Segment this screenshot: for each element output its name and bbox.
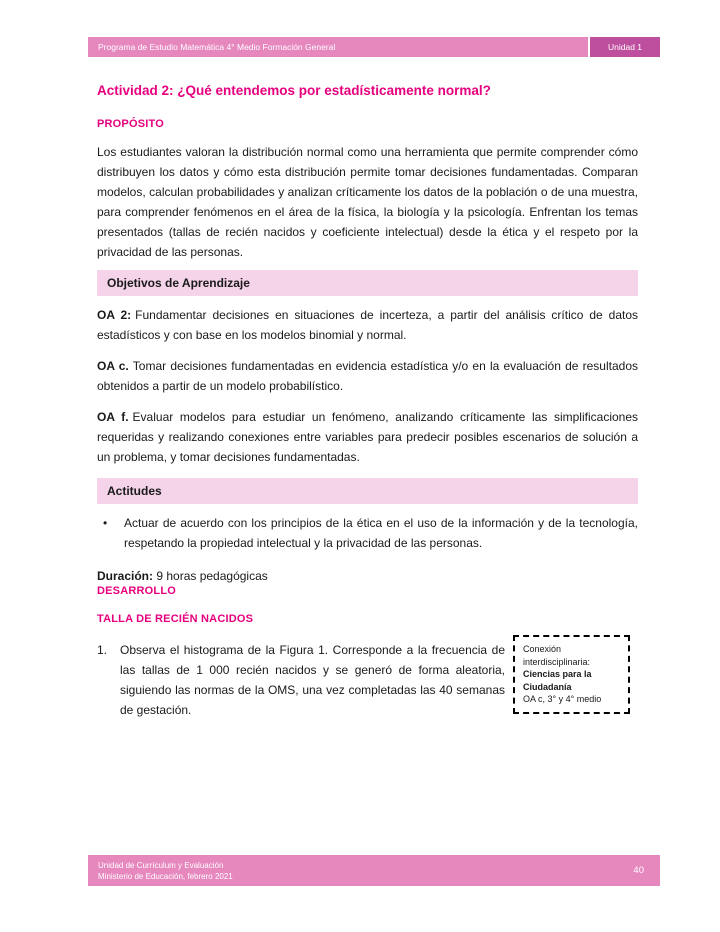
footer-line1: Unidad de Currículum y Evaluación bbox=[98, 860, 224, 870]
unit-badge bbox=[590, 37, 660, 57]
item-number: 1. bbox=[97, 643, 108, 657]
page-number: 40 bbox=[633, 865, 644, 876]
actitudes-bullet-item bbox=[97, 513, 638, 553]
unit-badge-label: Unidad 1 bbox=[607, 42, 643, 52]
talla-heading: TALLA DE RECIÉN NACIDOS bbox=[97, 613, 254, 625]
oa-item-3-text: Evaluar modelos para estudiar un fenómeno, analizando críticamente las simplificaciones requeridas y realizando conexiones entre variables para predecir posibles escenarios de solución a un problema, y tomar decisiones fundamentadas. bbox=[97, 410, 639, 464]
connection-box bbox=[513, 635, 630, 714]
connection-box-intro: Conexión interdisciplinaria: bbox=[523, 644, 591, 667]
oa-item-2-label: OA c. bbox=[97, 359, 129, 373]
duration-line bbox=[97, 568, 638, 585]
actitudes-banner-label: Actitudes bbox=[107, 484, 162, 498]
header-bar bbox=[88, 37, 588, 57]
actitudes-banner bbox=[97, 478, 638, 504]
objetivos-banner bbox=[97, 270, 638, 296]
objetivos-banner-label: Objetivos de Aprendizaje bbox=[107, 276, 250, 290]
footer-line2: Ministerio de Educación, febrero 2021 bbox=[98, 871, 233, 881]
activity-title: Actividad 2: ¿Qué entendemos por estadísticamente normal? bbox=[97, 83, 491, 98]
duration-label: Duración: bbox=[97, 569, 154, 583]
header-title: Programa de Estudio Matemática 4° Medio Formación General bbox=[98, 42, 336, 52]
oa-item-1-label: OA 2: bbox=[97, 308, 132, 322]
oa-item-2 bbox=[97, 356, 638, 396]
page-footer bbox=[88, 855, 660, 886]
item-text: Observa el histograma de la Figura 1. Corresponde a la frecuencia de las tallas de 1 000 recién nacidos y se generó de forma aleatoria, siguiendo las normas de la OMS, una vez completadas las 40 semanas de gestación. bbox=[120, 643, 505, 717]
bullet-marker: • bbox=[103, 516, 108, 530]
footer-text bbox=[98, 860, 233, 882]
actitudes-bullet-text: Actuar de acuerdo con los principios de la ética en el uso de la información y de la tecnología, respetando la propiedad intelectual y la privacidad de las personas. bbox=[124, 516, 638, 550]
duration-text: 9 horas pedagógicas bbox=[153, 569, 268, 583]
oa-item-1 bbox=[97, 305, 638, 345]
oa-item-2-text: Tomar decisiones fundamentadas en evidencia estadística y/o en la evaluación de resultados obtenidos a partir de un modelo probabilístico. bbox=[97, 359, 639, 393]
connection-box-subject: Ciencias para la Ciudadanía bbox=[523, 669, 592, 692]
page-header bbox=[88, 37, 660, 57]
proposito-body: Los estudiantes valoran la distribución normal como una herramienta que permite comprender cómo distribuyen los datos y cómo esta distribución permite tomar decisiones fundamentadas. Comparan modelos, calculan probabilidades y analizan críticamente los datos de la población o de una muestra, para comprender fenómenos en el área de la física, la biología y la psicología. Enfrentan los temas presentados (tallas de recién nacidos y coeficiente intelectual) desde la ética y el respeto por la privacidad de las personas. bbox=[97, 145, 638, 259]
desarrollo-heading: DESARROLLO bbox=[97, 585, 176, 597]
connection-box-oa: OA c, 3° y 4° medio bbox=[523, 694, 602, 704]
main-content bbox=[97, 82, 638, 585]
oa-item-3 bbox=[97, 407, 638, 467]
oa-item-1-text: Fundamentar decisiones en situaciones de incerteza, a partir del análisis crítico de datos estadísticos y con base en los modelos binomial y normal. bbox=[97, 308, 639, 342]
proposito-heading: PROPÓSITO bbox=[97, 118, 164, 130]
oa-item-3-label: OA f. bbox=[97, 410, 129, 424]
